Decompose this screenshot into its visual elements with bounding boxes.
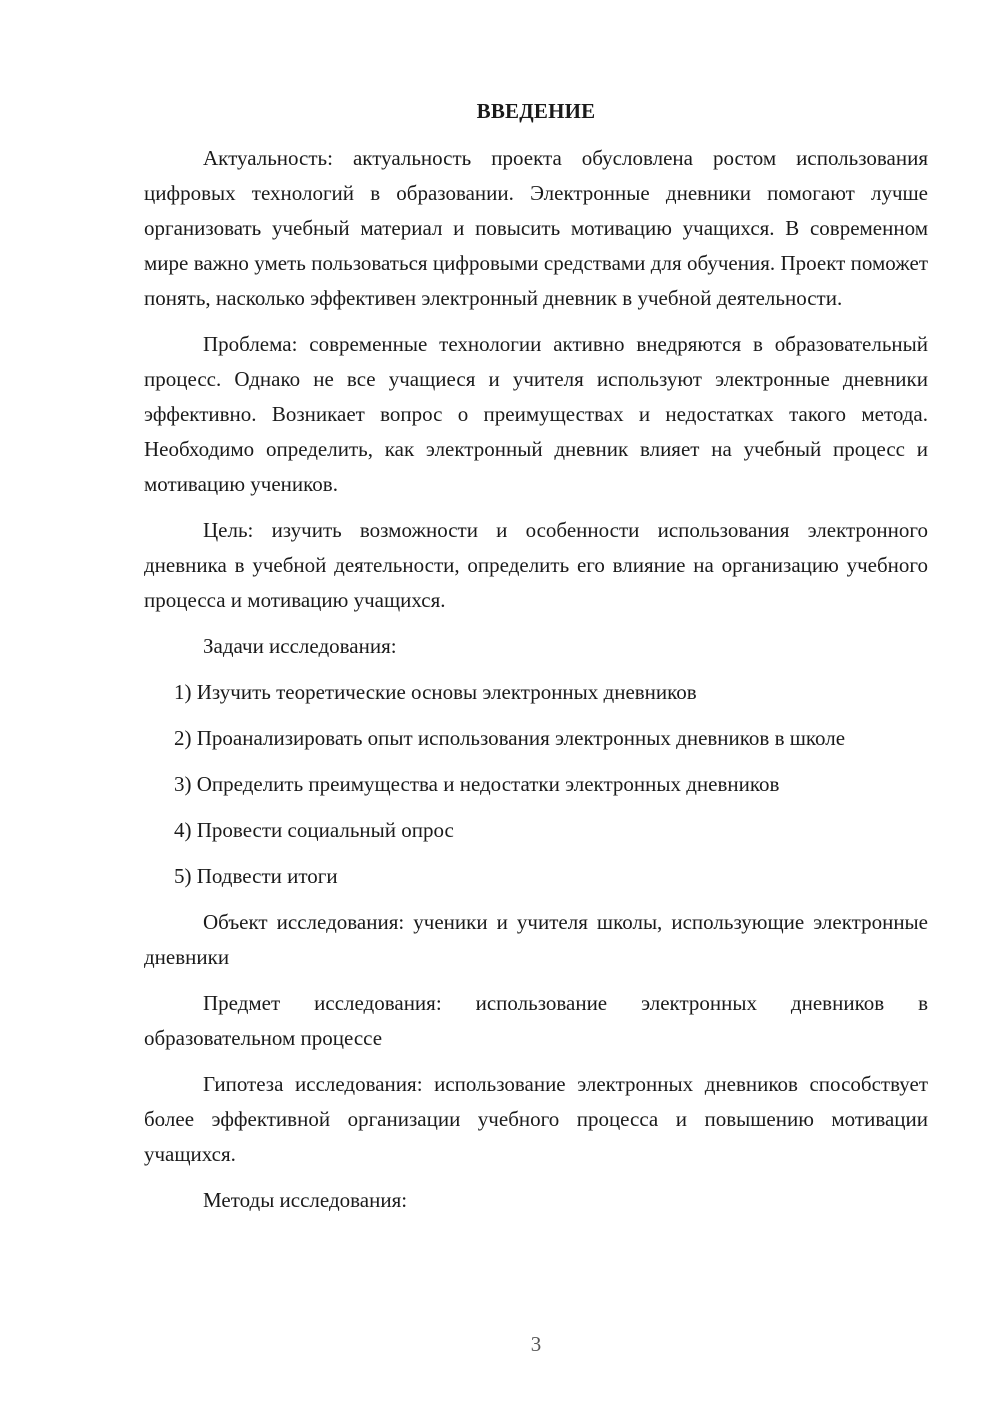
subject-paragraph: Предмет исследования: использование электронных дневников в образовательном процессе [144, 991, 928, 1050]
tasks-heading: Задачи исследования: [203, 634, 397, 658]
page-number: 3 [530, 1332, 542, 1356]
methods-heading: Методы исследования: [203, 1188, 408, 1212]
task-item-3: 3) Определить преимущества и недостатки электронных дневников [174, 772, 780, 796]
hypothesis-paragraph: Гипотеза исследования: использование электронных дневников способствует более эффективной организации учебного процесса и повышению мотивации учащихся. [144, 1072, 928, 1166]
task-item-4: 4) Провести социальный опрос [174, 818, 454, 842]
goal-paragraph: Цель: изучить возможности и особенности использования электронного дневника в учебной деятельности, определить его влияние на организацию учебного процесса и мотивацию учащихся. [144, 518, 928, 612]
problem-paragraph: Проблема: современные технологии активно внедряются в образовательный процесс. Однако не все учащиеся и учителя используют электронные дневники эффективно. Возникает вопрос о преимуществах и недостатках такого метода. Необходимо определить, как электронный дневник влияет на учебный процесс и мотивацию учеников. [144, 332, 928, 496]
task-item-5: 5) Подвести итоги [174, 864, 338, 888]
object-paragraph: Объект исследования: ученики и учителя школы, использующие электронные дневники [144, 910, 928, 969]
document-page [144, 94, 928, 1229]
relevance-paragraph: Актуальность: актуальность проекта обусловлена ростом использования цифровых технологий в образовании. Электронные дневники помогают лучше организовать учебный материал и повысить мотивацию учащихся. В современном мире важно уметь пользоваться цифровыми средствами для обучения. Проект поможет понять, насколько эффективен электронный дневник в учебной деятельности. [144, 146, 928, 310]
document-title: ВВЕДЕНИЕ [476, 99, 596, 123]
task-item-1: 1) Изучить теоретические основы электронных дневников [174, 680, 697, 704]
task-item-2: 2) Проанализировать опыт использования электронных дневников в школе [174, 726, 846, 750]
